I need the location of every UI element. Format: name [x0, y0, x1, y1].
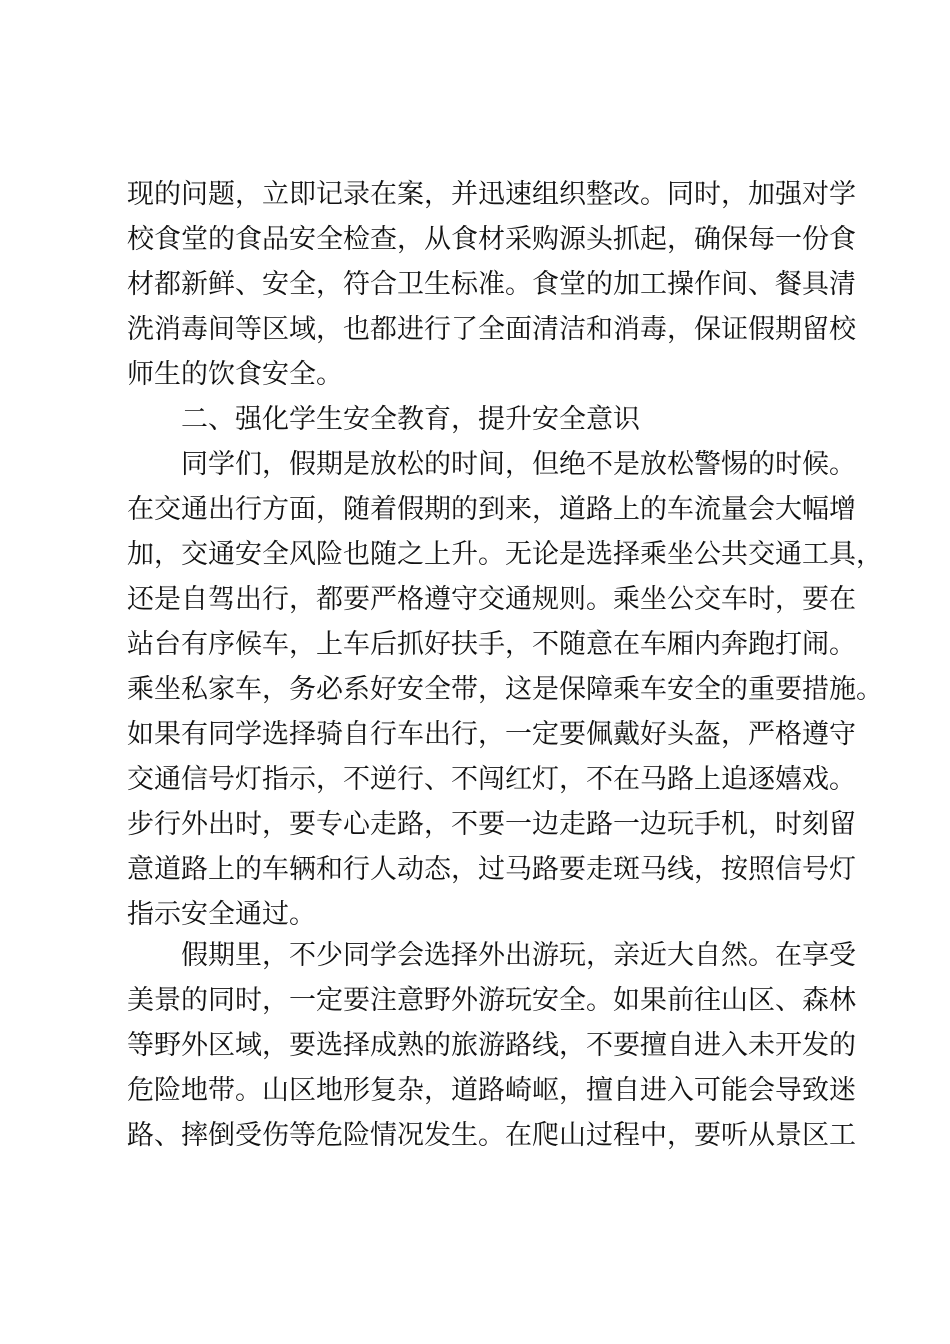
text-line: 还是自驾出行，都要严格遵守交通规则。乘坐公交车时，要在	[127, 584, 856, 615]
text-line: 现的问题，立即记录在案，并迅速组织整改。同时，加强对学	[127, 179, 856, 210]
text-line: 等野外区域，要选择成熟的旅游路线，不要擅自进入未开发的	[127, 1030, 856, 1061]
paragraph-traffic-safety	[127, 442, 883, 937]
text-line: 同学们，假期是放松的时间，但绝不是放松警惕的时候。	[181, 449, 856, 480]
text-line: 美景的同时，一定要注意野外游玩安全。如果前往山区、森林	[127, 985, 856, 1016]
text-line: 材都新鲜、安全，符合卫生标准。食堂的加工操作间、餐具清	[127, 269, 856, 300]
text-line: 意道路上的车辆和行人动态，过马路要走斑马线，按照信号灯	[127, 854, 856, 885]
text-line: 乘坐私家车，务必系好安全带，这是保障乘车安全的重要措施。	[127, 674, 883, 705]
text-line: 交通信号灯指示，不逆行、不闯红灯，不在马路上追逐嬉戏。	[127, 764, 856, 795]
paragraph-outdoor-safety	[127, 933, 856, 1158]
text-line: 师生的饮食安全。	[127, 359, 343, 390]
paragraph-food-safety	[127, 172, 856, 397]
section-heading	[127, 397, 827, 442]
text-line: 危险地带。山区地形复杂，道路崎岖，擅自进入可能会导致迷	[127, 1075, 856, 1106]
text-line: 在交通出行方面，随着假期的到来，道路上的车流量会大幅增	[127, 494, 856, 525]
text-line: 站台有序候车，上车后抓好扶手，不随意在车厢内奔跑打闹。	[127, 629, 856, 660]
heading-line: 二、强化学生安全教育，提升安全意识	[181, 404, 640, 435]
text-line: 校食堂的食品安全检查，从食材采购源头抓起，确保每一份食	[127, 224, 856, 255]
text-line: 路、摔倒受伤等危险情况发生。在爬山过程中，要听从景区工	[127, 1120, 856, 1151]
text-line: 步行外出时，要专心走路，不要一边走路一边玩手机，时刻留	[127, 809, 856, 840]
text-line: 洗消毒间等区域，也都进行了全面清洁和消毒，保证假期留校	[127, 314, 856, 345]
text-line: 如果有同学选择骑自行车出行，一定要佩戴好头盔，严格遵守	[127, 719, 856, 750]
text-line: 假期里，不少同学会选择外出游玩，亲近大自然。在享受	[181, 940, 856, 971]
text-line: 加，交通安全风险也随之上升。无论是选择乘坐公共交通工具，	[127, 539, 883, 570]
text-line: 指示安全通过。	[127, 899, 316, 930]
